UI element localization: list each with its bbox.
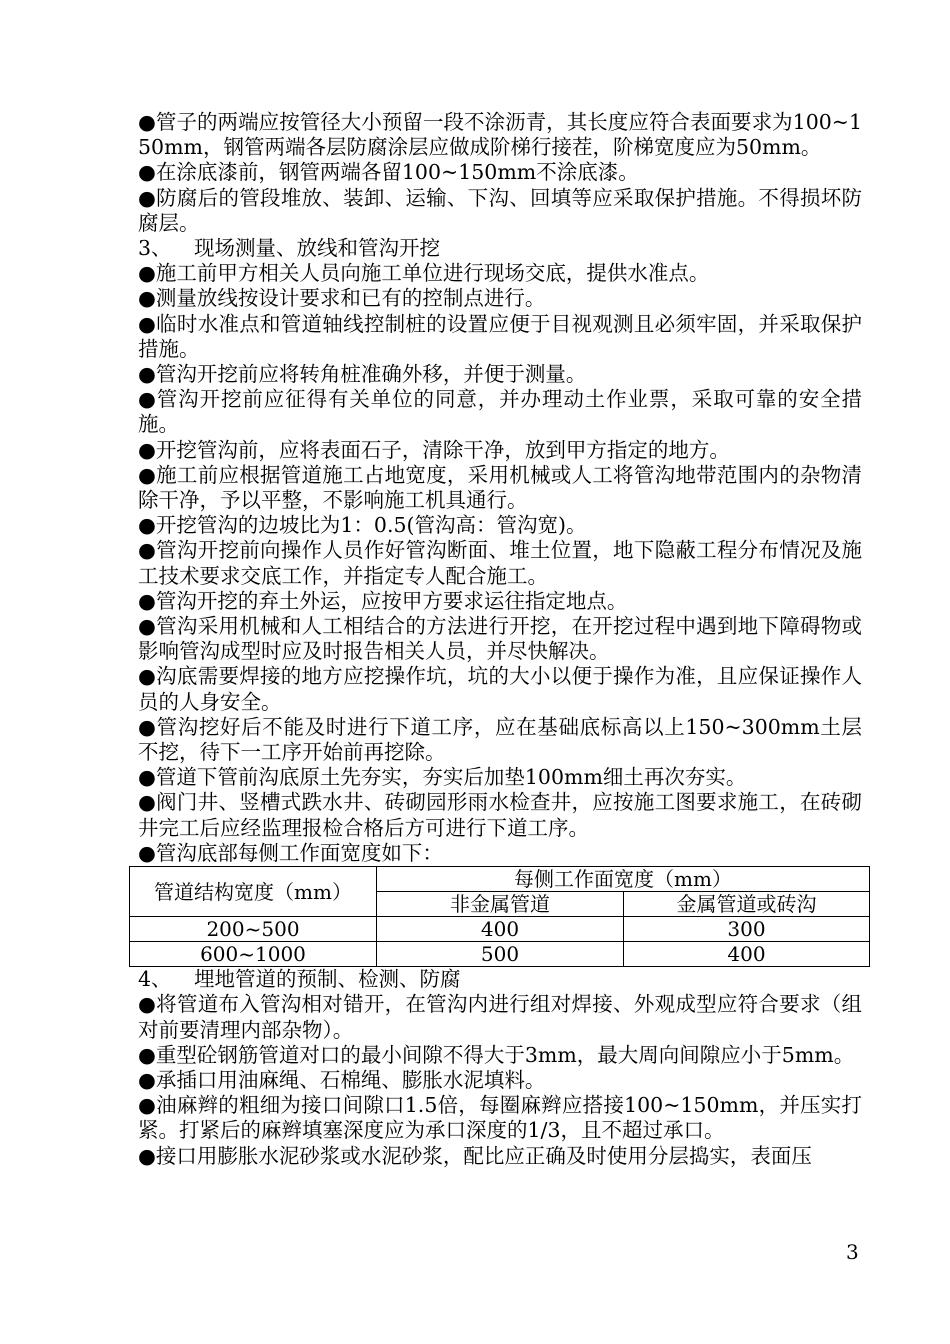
table-row	[130, 917, 870, 942]
paragraph: ●管沟开挖前应将转角桩准确外移，并便于测量。	[138, 362, 587, 387]
table-cell: 500	[377, 942, 624, 967]
paragraph: ●沟底需要焊接的地方应挖操作坑，坑的大小以便于操作为准，且应保证操作人员的人身安全。	[138, 664, 862, 714]
paragraph: ●接口用膨胀水泥砂浆或水泥砂浆，配比应正确及时使用分层捣实，表面压	[138, 1143, 812, 1168]
table-header-cell: 每侧工作面宽度（mm）	[377, 867, 870, 892]
section-title: 埋地管道的预制、检测、防腐	[194, 967, 461, 992]
table-cell: 200~500	[130, 917, 377, 942]
table-cell: 400	[377, 917, 624, 942]
paragraph: ●在涂底漆前，钢管两端各留100~150mm不涂底漆。	[138, 160, 639, 185]
paragraph: ●管沟采用机械和人工相结合的方法进行开挖，在开挖过程中遇到地下障碍物或影响管沟成型时应及时报告相关人员，并尽快解决。	[138, 614, 862, 664]
paragraph: ●将管道布入管沟相对错开，在管沟内进行组对焊接、外观成型应符合要求（组对前要清理内部杂物）。	[138, 992, 862, 1042]
section-4-heading	[138, 967, 862, 992]
paragraph: ●开挖管沟前，应将表面石子，清除干净，放到甲方指定的地方。	[138, 437, 730, 462]
page-number: 3	[846, 1240, 859, 1264]
paragraph: ●管沟底部每侧工作面宽度如下：	[138, 840, 443, 865]
paragraph: ●阀门井、竖槽式跌水井、砖砌园形雨水检查井，应按施工图要求施工，在砖砌井完工后应经监理报检合格后方可进行下道工序。	[138, 790, 862, 840]
paragraph: ●施工前应根据管道施工占地宽度，采用机械或人工将管沟地带范围内的杂物清除干净，予以平整，不影响施工机具通行。	[138, 462, 862, 513]
section-number: 4、	[138, 967, 172, 992]
paragraph: ●管沟开挖的弃土外运，应按甲方要求运往指定地点。	[138, 588, 628, 613]
table-header-cell: 金属管道或砖沟	[624, 892, 870, 917]
table-cell: 600~1000	[130, 942, 377, 967]
paragraph: ●承插口用油麻绳、石棉绳、膨胀水泥填料。	[138, 1067, 546, 1092]
intro-paragraphs	[138, 110, 862, 236]
section-3-paragraphs	[138, 261, 862, 866]
paragraph: ●管沟开挖前向操作人员作好管沟断面、堆土位置，地下隐蔽工程分布情况及施工技术要求交底工作，并指定专人配合施工。	[138, 538, 862, 588]
paragraph: ●重型砼钢筋管道对口的最小间隙不得大于3mm，最大周向间隙应小于5mm。	[138, 1042, 855, 1067]
section-4-paragraphs	[138, 992, 862, 1168]
paragraph: ●管沟开挖前应征得有关单位的同意，并办理动土作业票，采取可靠的安全措施。	[138, 387, 862, 437]
table-header-cell: 管道结构宽度（mm）	[130, 867, 377, 917]
paragraph: ●油麻辫的粗细为接口间隙口1.5倍，每圈麻辫应搭接100~150mm，并压实打紧。打紧后的麻辫填塞深度应为承口深度的1/3，且不超过承口。	[138, 1093, 862, 1143]
table-cell: 400	[624, 942, 870, 967]
paragraph: ●管道下管前沟底原土先夯实，夯实后加垫100mm细土再次夯实。	[138, 765, 747, 790]
table-row	[130, 942, 870, 967]
table-cell: 300	[624, 917, 870, 942]
section-number: 3、	[138, 236, 172, 261]
document-body	[138, 110, 862, 1169]
paragraph: ●测量放线按设计要求和已有的控制点进行。	[138, 286, 546, 311]
section-title: 现场测量、放线和管沟开挖	[194, 236, 440, 261]
table-header-cell: 非金属管道	[377, 892, 624, 917]
paragraph: ●开挖管沟的边坡比为1：0.5(管沟高：管沟宽)。	[138, 513, 587, 538]
work-width-table	[129, 866, 870, 967]
section-3-heading	[138, 236, 862, 261]
table-header-row	[130, 867, 870, 892]
paragraph: ●施工前甲方相关人员向施工单位进行现场交底，提供水准点。	[138, 261, 710, 286]
paragraph: ●临时水准点和管道轴线控制桩的设置应便于目视观测且必须牢固，并采取保护措施。	[138, 311, 862, 361]
paragraph: ●管子的两端应按管径大小预留一段不涂沥青，其长度应符合表面要求为100~150mm，钢管两端各层防腐涂层应做成阶梯行接茬，阶梯宽度应为50mm。	[138, 110, 862, 160]
paragraph: ●防腐后的管段堆放、装卸、运输、下沟、回填等应采取保护措施。不得损坏防腐层。	[138, 185, 862, 235]
paragraph: ●管沟挖好后不能及时进行下道工序，应在基础底标高以上150~300mm土层不挖，待下一工序开始前再挖除。	[138, 714, 862, 765]
